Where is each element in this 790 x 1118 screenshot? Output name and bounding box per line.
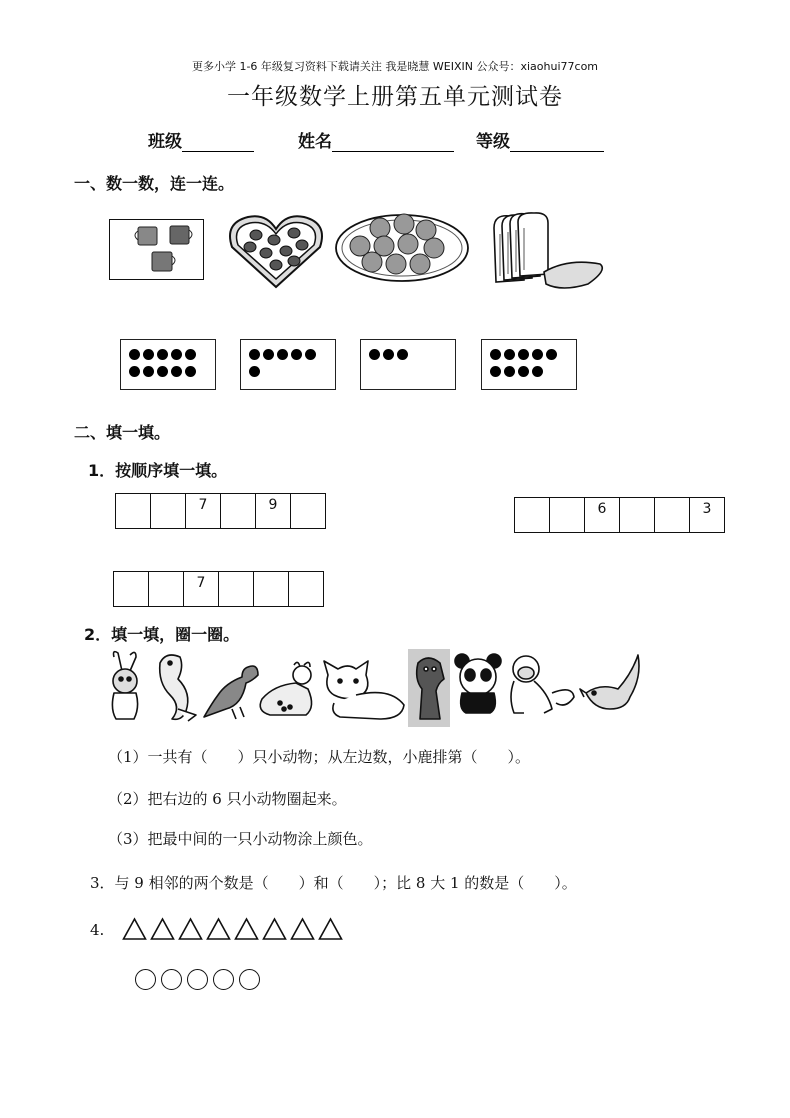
dot [185, 366, 196, 377]
dot-row [249, 363, 327, 380]
dot [143, 366, 154, 377]
dot [504, 349, 515, 360]
panda-icon [455, 654, 501, 713]
dot [518, 349, 529, 360]
q1-label: 1．按顺序填一填。 [88, 461, 228, 480]
q2-label: 2．填一填，圈一圈。 [84, 625, 240, 644]
q3-text: 3．与 9 相邻的两个数是（ ）和（ ）；比 8 大 1 的数是（ ）。 [90, 874, 577, 892]
circle-shape[interactable] [187, 969, 208, 990]
circle-shape[interactable] [213, 969, 234, 990]
q2-item-3: （3）把最中间的一只小动物涂上颜色。 [108, 830, 373, 848]
sequence-table-b [514, 497, 725, 533]
dot [369, 349, 380, 360]
dot [171, 366, 182, 377]
triangle-row [122, 917, 343, 941]
triangle-shape[interactable] [178, 917, 203, 941]
dot [249, 366, 260, 377]
dot-row [129, 346, 207, 363]
grade-blank[interactable] [510, 133, 604, 152]
seq-a-cell: 7 [186, 494, 221, 529]
circle-shape[interactable] [239, 969, 260, 990]
seq-c-cell[interactable] [149, 572, 184, 607]
seq-c-cell[interactable] [289, 572, 324, 607]
seal-icon [160, 655, 196, 721]
seq-b-cell: 6 [585, 498, 620, 533]
circle-row [135, 969, 260, 990]
dot-row [369, 363, 447, 380]
dot [263, 349, 274, 360]
triangle-shape[interactable] [206, 917, 231, 941]
dot [305, 349, 316, 360]
dot [277, 349, 288, 360]
dot [504, 366, 515, 377]
circle-shape[interactable] [135, 969, 156, 990]
triangle-shape[interactable] [234, 917, 259, 941]
dot [157, 349, 168, 360]
seq-c-cell[interactable] [114, 572, 149, 607]
bird-icon [580, 655, 639, 709]
q2-item-2: （2）把右边的 6 只小动物圈起来。 [108, 790, 347, 808]
top-note: 更多小学 1-6 年级复习资料下载请关注 我是晓慧 WEIXIN 公众号：xiaohui77com [191, 60, 599, 73]
q4-label: 4. [90, 921, 105, 939]
seq-b-cell[interactable] [620, 498, 655, 533]
dot-box-4[interactable] [481, 339, 577, 390]
dot [532, 349, 543, 360]
triangle-shape[interactable] [262, 917, 287, 941]
seq-a-cell[interactable] [116, 494, 151, 529]
sequence-table-a [115, 493, 326, 529]
class-label: 班级 [148, 132, 182, 152]
seq-a-cell[interactable] [151, 494, 186, 529]
seq-b-cell: 3 [690, 498, 725, 533]
bread-icon [488, 212, 606, 296]
dot [291, 349, 302, 360]
grade-label: 等级 [476, 132, 510, 152]
section1-heading: 一、数一数，连一连。 [74, 174, 235, 193]
triangle-shape[interactable] [150, 917, 175, 941]
class-blank[interactable] [182, 133, 254, 152]
page-title: 一年级数学上册第五单元测试卷 [227, 84, 563, 110]
name-blank[interactable] [332, 133, 454, 152]
grade-field [476, 127, 604, 152]
monkey-icon [511, 656, 574, 713]
name-label: 姓名 [298, 132, 332, 152]
dot [129, 366, 140, 377]
circle-shape[interactable] [161, 969, 182, 990]
seq-c-cell: 7 [184, 572, 219, 607]
seq-b-cell[interactable] [550, 498, 585, 533]
seq-a-cell[interactable] [221, 494, 256, 529]
seq-a-cell: 9 [256, 494, 291, 529]
dot [143, 349, 154, 360]
sequence-table-c [113, 571, 324, 607]
seq-b-cell[interactable] [655, 498, 690, 533]
dot [546, 349, 557, 360]
dot [185, 349, 196, 360]
seq-a-cell[interactable] [291, 494, 326, 529]
dot [518, 366, 529, 377]
dot [397, 349, 408, 360]
deer-icon [260, 662, 311, 715]
triangle-shape[interactable] [290, 917, 315, 941]
dot [490, 349, 501, 360]
cat-icon [324, 661, 404, 719]
dot-row [249, 346, 327, 363]
dot [171, 349, 182, 360]
oranges-plate-icon [334, 208, 470, 288]
dot-box-2[interactable] [240, 339, 336, 390]
q2-item-1: （1）一共有（ ）只小动物；从左边数，小鹿排第（ ）。 [108, 748, 531, 766]
seq-b-cell[interactable] [515, 498, 550, 533]
dot [383, 349, 394, 360]
section2-heading: 二、填一填。 [74, 423, 171, 442]
dot-row [490, 346, 568, 363]
cups-icon [109, 219, 204, 280]
dot-row [129, 363, 207, 380]
dot-box-1[interactable] [120, 339, 216, 390]
seq-c-cell[interactable] [254, 572, 289, 607]
animals-row [102, 649, 647, 727]
chocolate-heart-icon [226, 209, 326, 295]
dot [490, 366, 501, 377]
dot [129, 349, 140, 360]
rabbit-icon [112, 652, 137, 719]
dot-row [369, 346, 447, 363]
dot [157, 366, 168, 377]
seq-c-cell[interactable] [219, 572, 254, 607]
name-field [298, 127, 454, 152]
dot-row [490, 363, 568, 380]
class-field [148, 127, 254, 152]
pigeon-icon [204, 666, 258, 719]
dog-icon [408, 649, 450, 727]
triangle-shape[interactable] [318, 917, 343, 941]
dot [532, 366, 543, 377]
dot-box-3[interactable] [360, 339, 456, 390]
triangle-shape[interactable] [122, 917, 147, 941]
dot [249, 349, 260, 360]
